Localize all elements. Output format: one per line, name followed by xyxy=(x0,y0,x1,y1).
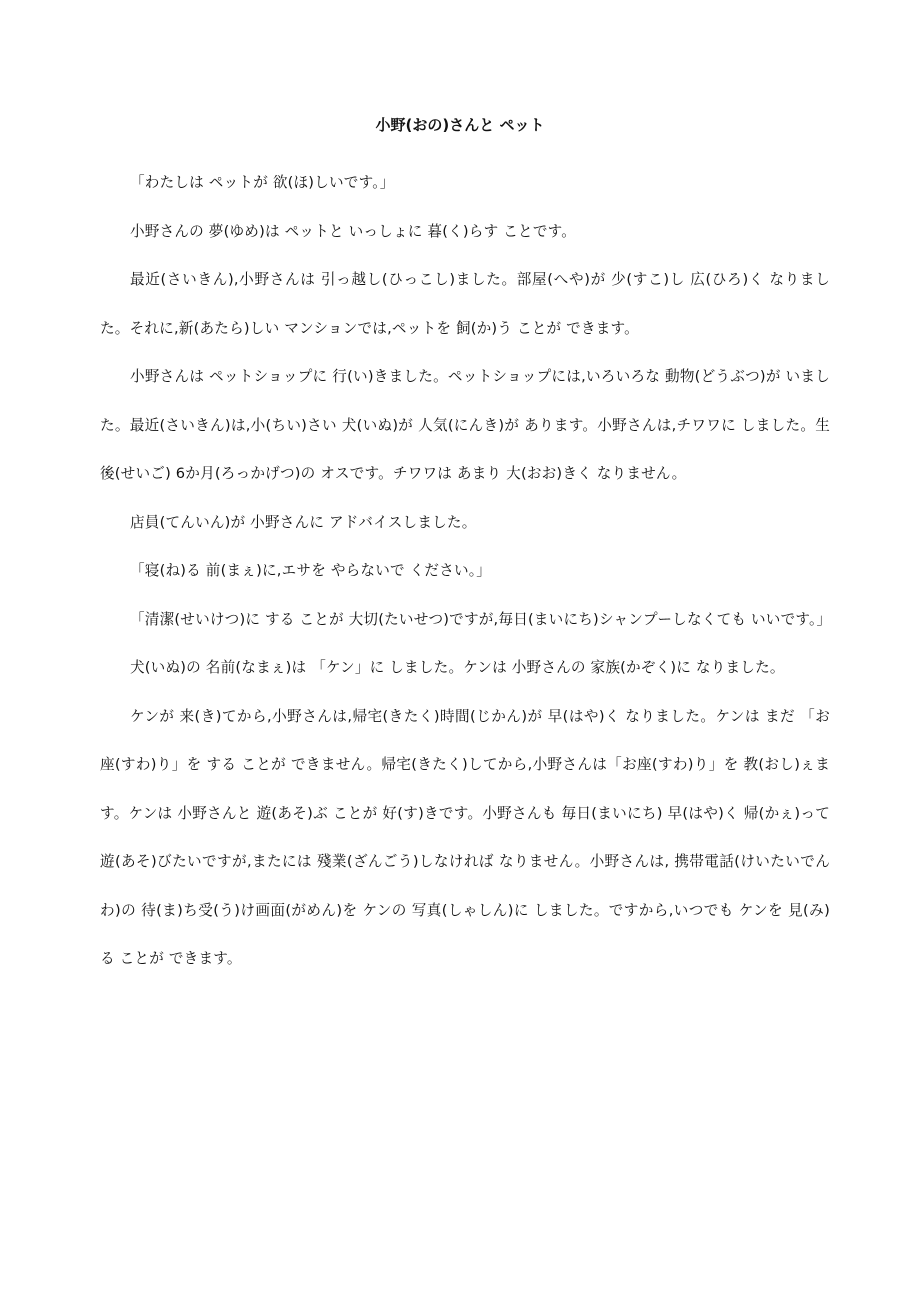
paragraph: 小野さんは ペットショップに 行(い)きました。ペットショップには,いろいろな 動物(どうぶつ)が いました。最近(さいきん)は,小(ちい)さい 犬(いぬ)が 人気(にんき)が あります。小野さんは,チワワに しました。生後(せいご) 6か月(ろっかげつ)の オスです。チワワは あまり 大(おお)きく なりません。 xyxy=(100,368,830,482)
document-body xyxy=(100,159,830,984)
paragraph: 最近(さいきん),小野さんは 引っ越し(ひっこし)ました。部屋(へや)が 少(すこ)し 広(ひろ)く なりました。それに,新(あたら)しい マンションでは,ペットを 飼(か)う ことが できます。 xyxy=(100,271,830,337)
document-title: 小野(おの)さんと ペット xyxy=(375,116,545,134)
paragraph: 「清潔(せいけつ)に する ことが 大切(たいせつ)ですが,毎日(まいにち)シャンプーしなくても いいです。」 xyxy=(130,610,832,628)
paragraph: 「わたしは ペットが 欲(ほ)しいです。」 xyxy=(130,174,395,191)
paragraph: 店員(てんいん)が 小野さんに アドバイスしました。 xyxy=(130,513,477,531)
paragraph: 犬(いぬ)の 名前(なまぇ)は 「ケン」に しました。ケンは 小野さんの 家族(かぞく)に なりました。 xyxy=(130,659,785,676)
paragraph: ケンが 来(き)てから,小野さんは,帰宅(きたく)時間(じかん)が 早(はや)く なりました。ケンは まだ 「お座(すわ)り」を する ことが できません。帰宅(きたく)してから,小野さんは「お座(すわ)り」を 教(おし)ぇます。ケンは 小野さんと 遊(あそ)ぶ ことが 好(す)きです。小野さんも 毎日(まいにち) 早(はや)く 帰(かぇ)って 遊(あそ)びたいですが,またには 殘業(ざんごう)しなければ なりません。小野さんは, 携帯電話(けいたいでんわ)の 待(ま)ち受(う)け画面(がめん)を ケンの 写真(しゃしん)に しました。ですから,いつでも ケンを 見(み)る ことが できます。 xyxy=(100,707,830,967)
paragraph: 小野さんの 夢(ゆめ)は ペットと いっしょに 暮(く)らす ことです。 xyxy=(130,222,577,240)
paragraph: 「寝(ね)る 前(まぇ)に,エサを やらないで ください。」 xyxy=(130,562,492,579)
